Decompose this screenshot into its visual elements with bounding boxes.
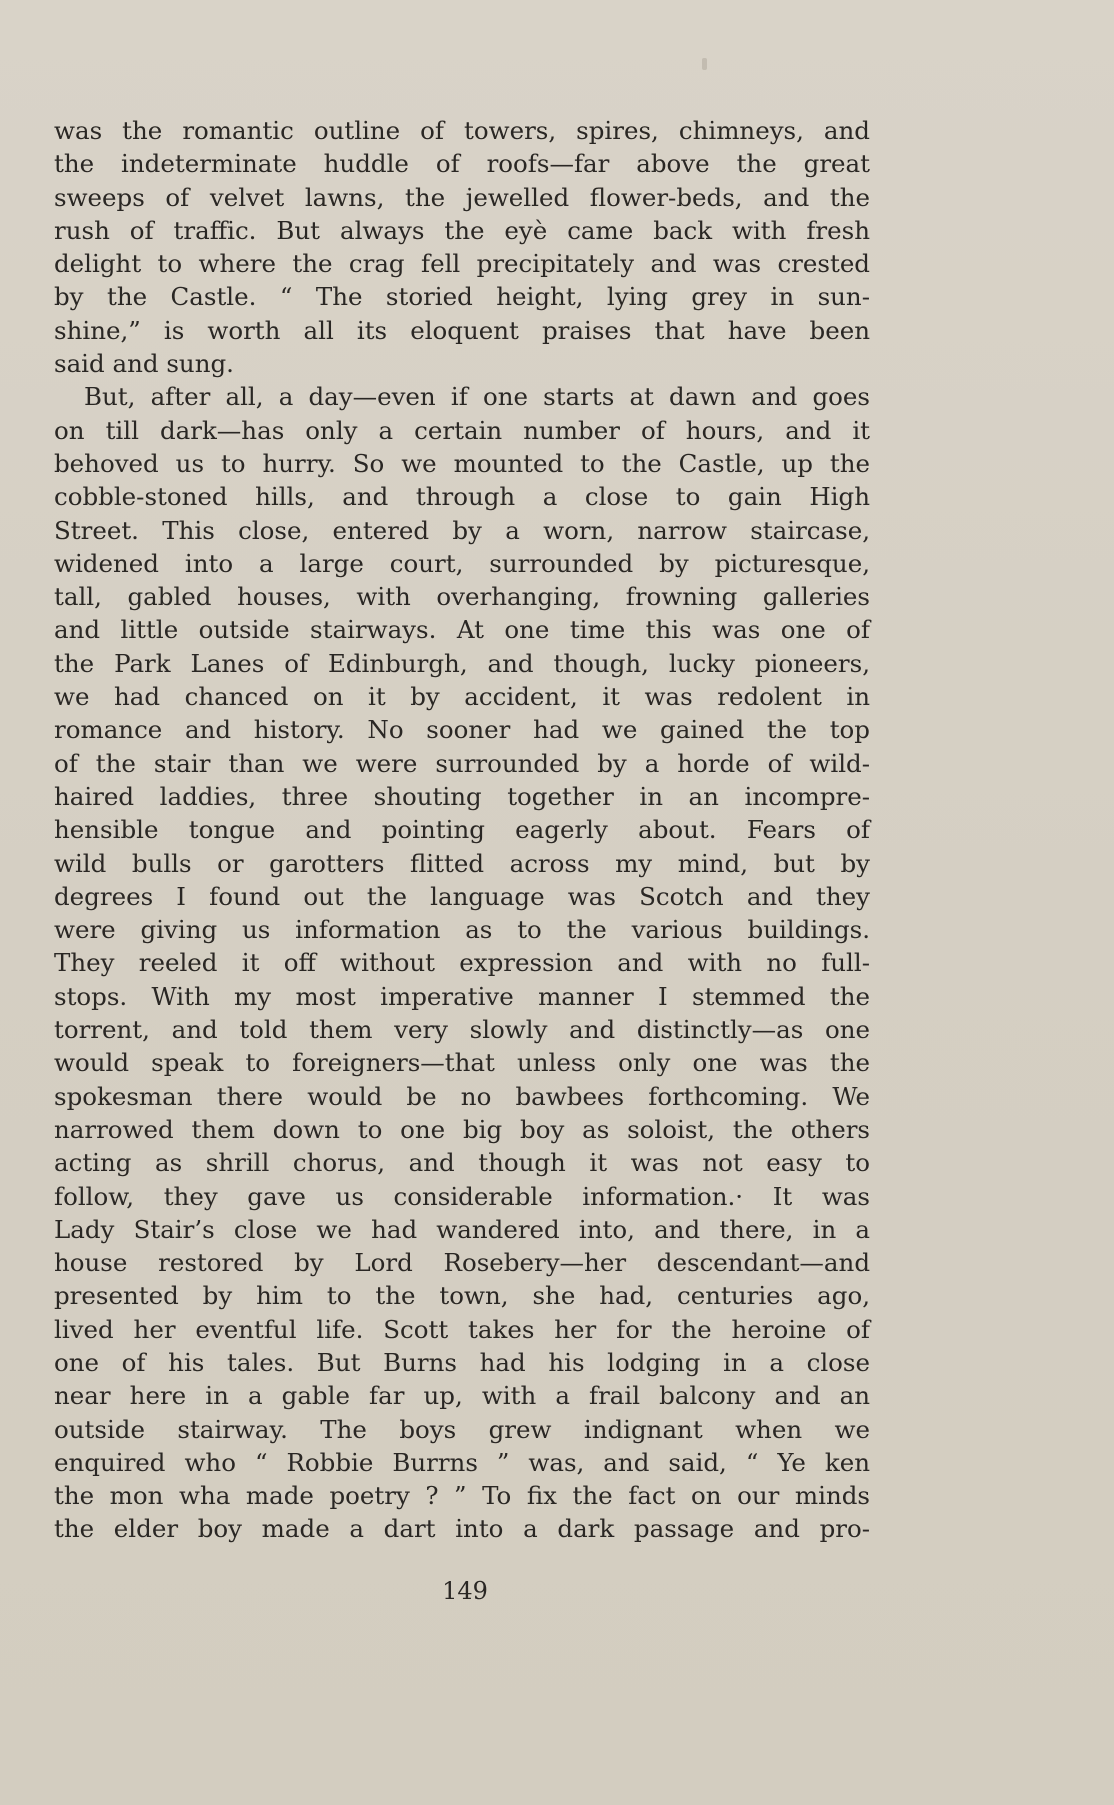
- text-line: the elder boy made a dart into a dark passage and pro-: [54, 1514, 870, 1544]
- text-line: But, after all, a day—even if one starts at dawn and goes: [84, 382, 870, 412]
- text-line: Lady Stair’s close we had wandered into, and there, in a: [54, 1214, 870, 1244]
- text-line: we had chanced on it by accident, it was redolent in: [54, 682, 870, 712]
- text-line: sweeps of velvet lawns, the jewelled flower-beds, and the: [54, 182, 870, 212]
- text-line: follow, they gave us considerable information.· It was: [54, 1181, 870, 1211]
- text-line: outside stairway. The boys grew indignant when we: [54, 1414, 870, 1444]
- paper-speck: [702, 58, 707, 70]
- text-line: rush of traffic. But always the eyè came back with fresh: [54, 215, 870, 245]
- text-line: presented by him to the town, she had, centuries ago,: [54, 1281, 870, 1311]
- text-line: torrent, and told them very slowly and distinctly—as one: [54, 1015, 870, 1045]
- text-line: narrowed them down to one big boy as soloist, the others: [54, 1114, 870, 1144]
- text-line: delight to where the crag fell precipitately and was crested: [54, 249, 870, 279]
- text-line: lived her eventful life. Scott takes her for the heroine of: [54, 1314, 870, 1344]
- text-line: said and sung.: [54, 349, 234, 379]
- text-line: near here in a gable far up, with a frail balcony and an: [54, 1381, 870, 1411]
- page-number: 149: [442, 1577, 488, 1605]
- text-line: would speak to foreigners—that unless only one was the: [54, 1048, 870, 1078]
- text-line: spokesman there would be no bawbees forthcoming. We: [54, 1081, 870, 1111]
- text-line: Street. This close, entered by a worn, narrow staircase,: [54, 515, 870, 545]
- text-line: one of his tales. But Burns had his lodging in a close: [54, 1347, 870, 1377]
- text-line: on till dark—has only a certain number of hours, and it: [54, 415, 870, 445]
- text-line: degrees I found out the language was Scotch and they: [54, 881, 870, 911]
- text-line: house restored by Lord Rosebery—her descendant—and: [54, 1248, 870, 1278]
- text-line: romance and history. No sooner had we gained the top: [54, 715, 870, 745]
- text-line: the indeterminate huddle of roofs—far above the great: [54, 149, 870, 179]
- text-line: of the stair than we were surrounded by a horde of wild-: [54, 748, 870, 778]
- text-line: They reeled it off without expression and with no full-: [54, 948, 870, 978]
- text-line: the Park Lanes of Edinburgh, and though, lucky pioneers,: [54, 648, 870, 678]
- text-line: was the romantic outline of towers, spires, chimneys, and: [54, 116, 870, 145]
- text-line: wild bulls or garotters flitted across my mind, but by: [54, 848, 870, 878]
- text-line: tall, gabled houses, with overhanging, frowning galleries: [54, 582, 870, 612]
- body-text: [54, 114, 870, 1546]
- text-line: behoved us to hurry. So we mounted to the Castle, up the: [54, 448, 870, 478]
- text-line: enquired who “ Robbie Burrns ” was, and said, “ Ye ken: [54, 1447, 870, 1477]
- text-line: shine,” is worth all its eloquent praises that have been: [54, 315, 870, 345]
- text-line: widened into a large court, surrounded by picturesque,: [54, 548, 870, 578]
- text-line: were giving us information as to the various buildings.: [54, 915, 870, 945]
- text-line: haired laddies, three shouting together in an incompre-: [54, 781, 870, 811]
- text-line: cobble-stoned hills, and through a close to gain High: [54, 482, 870, 512]
- text-line: by the Castle. “ The storied height, lying grey in sun-: [54, 282, 870, 312]
- text-line: and little outside stairways. At one time this was one of: [54, 615, 870, 645]
- text-line: stops. With my most imperative manner I stemmed the: [54, 981, 870, 1011]
- text-line: hensible tongue and pointing eagerly about. Fears of: [54, 815, 870, 845]
- text-line: acting as shrill chorus, and though it was not easy to: [54, 1148, 870, 1178]
- text-line: the mon wha made poetry ? ” To fix the fact on our minds: [54, 1481, 870, 1511]
